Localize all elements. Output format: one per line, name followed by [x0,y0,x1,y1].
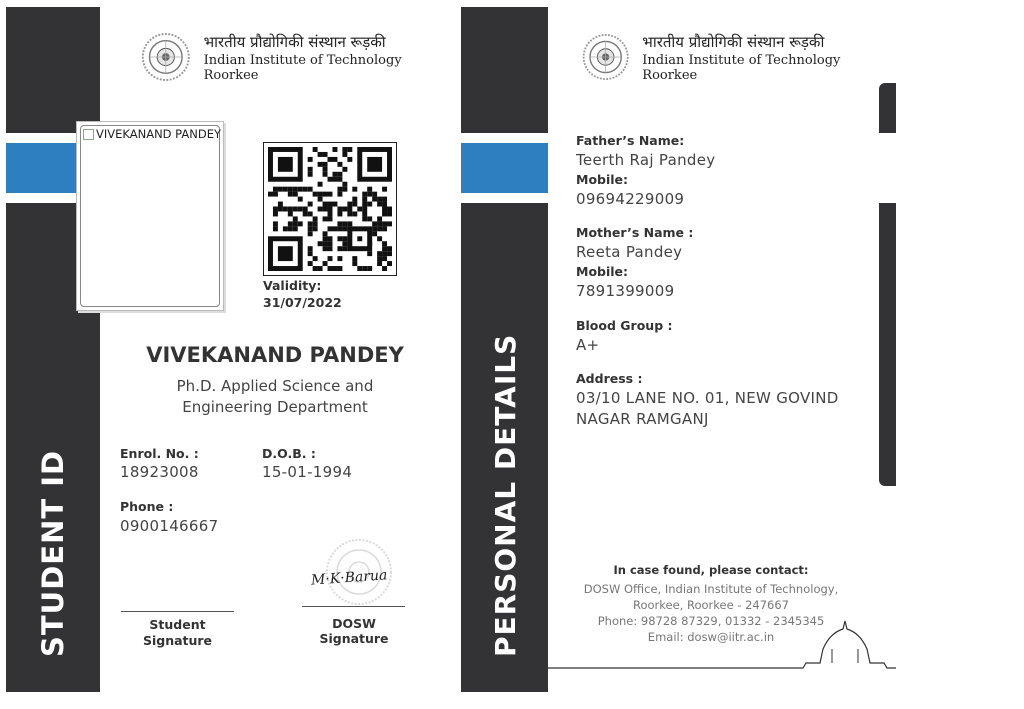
contact-heading: In case found, please contact: [613,563,809,577]
address-line-2: NAGAR RAMGANJ [576,410,709,428]
institute-name-hindi: भारतीय प्रौद्योगिकी संस्थान रूड़की [642,32,825,51]
enrol-value: 18923008 [120,463,199,481]
institute-name-hindi: भारतीय प्रौद्योगिकी संस्थान रूड़की [203,32,386,51]
blood-group-label: Blood Group : [576,318,673,333]
father-mobile-label: Mobile: [576,172,629,187]
institute-name-english: Indian Institute of Technology Roorkee [642,52,841,83]
broken-image-icon [83,129,94,140]
validity-value: 31/07/2022 [263,295,342,310]
edge-tab-bottom [879,203,896,486]
blue-stripe [461,143,548,193]
student-signature-label-1: Student [149,617,206,632]
enrol-label: Enrol. No. : [120,446,199,461]
student-photo [76,121,224,311]
institute-header [138,31,450,83]
institute-header [579,31,896,83]
validity-label: Validity: [263,278,322,293]
edge-tab-top [879,83,896,133]
institute-logo-icon [579,31,632,83]
program-line-2: Engineering Department [182,398,368,416]
dosw-signature-line [302,606,405,607]
qr-code-icon [268,147,392,271]
contact-line-2: Roorkee, Roorkee - 247667 [632,598,790,612]
address-label: Address : [576,371,643,386]
side-label: STUDENT ID [36,449,70,657]
institute-logo-icon [138,31,194,83]
contact-line-3: Phone: 98728 87329, 01332 - 2345345 [597,614,825,628]
phone-value: 0900146667 [120,517,219,535]
contact-line-4: Email: dosw@iitr.ac.in [647,630,775,644]
side-label: PERSONAL DETAILS [489,333,522,657]
dosw-signature-label: DOSW Signature [319,616,389,646]
photo-alt-text: VIVEKANAND PANDEY [96,127,221,141]
mother-name-value: Reeta Pandey [576,243,683,261]
dosw-signature: M·K·Barua [310,567,388,589]
building-silhouette-icon [548,619,896,669]
mother-mobile-value: 7891399009 [576,282,675,300]
dob-label: D.O.B. : [262,446,316,461]
student-signature-line [121,611,234,612]
dob-value: 15-01-1994 [262,463,353,481]
blood-group-value: A+ [576,336,600,354]
institute-name-english: Indian Institute of Technology Roorkee [203,52,402,83]
student-signature-label-2: Signature [142,633,213,648]
student-id-card-front [6,7,450,692]
father-name-value: Teerth Raj Pandey [576,151,716,169]
qr-code [263,142,397,276]
address-line-1: 03/10 LANE NO. 01, NEW GOVIND [576,389,839,407]
father-name-label: Father’s Name: [576,133,685,148]
student-name: VIVEKANAND PANDEY [146,343,404,367]
phone-label: Phone : [120,499,174,514]
student-id-card-back [461,7,896,692]
mother-name-label: Mother’s Name : [576,225,694,240]
contact-line-1: DOSW Office, Indian Institute of Technology, [583,582,839,596]
mother-mobile-label: Mobile: [576,264,629,279]
father-mobile-value: 09694229009 [576,190,685,208]
program-line-1: Ph.D. Applied Science and [176,377,374,395]
